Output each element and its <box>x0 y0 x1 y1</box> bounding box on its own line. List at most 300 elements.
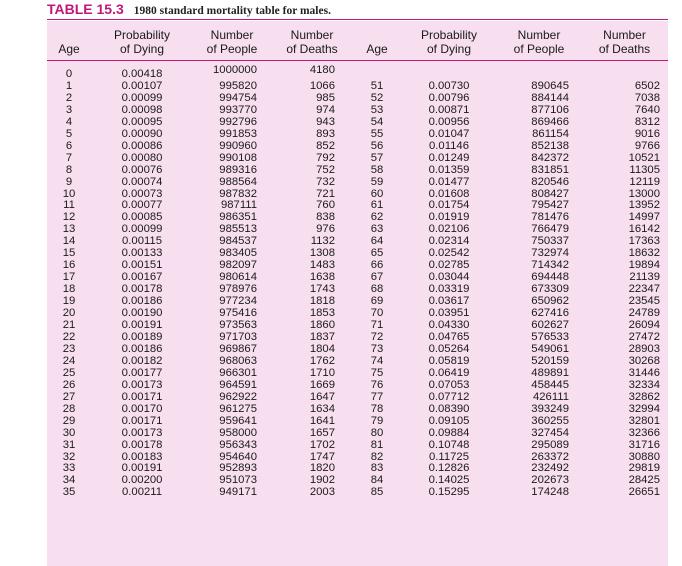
deaths-cell: 32366 <box>628 426 660 439</box>
people-cell: 987111 <box>220 199 257 212</box>
age-cell: 53 <box>370 103 384 116</box>
people-cell: 714342 <box>531 259 569 272</box>
probability-cell: 0.00190 <box>121 307 163 320</box>
deaths-cell: 6502 <box>634 79 660 92</box>
people-cell: 869466 <box>531 115 569 128</box>
table-caption <box>47 1 331 19</box>
age-cell: 0 <box>65 68 73 80</box>
age-cell: 14 <box>62 235 76 248</box>
age-cell: 66 <box>370 259 384 272</box>
age-cell: 25 <box>62 366 76 379</box>
people-cell: 992796 <box>219 115 257 128</box>
people-cell: 978976 <box>219 283 257 296</box>
people-cell: 842372 <box>531 151 569 164</box>
age-cell: 11 <box>63 199 75 212</box>
deaths-cell: 12119 <box>629 175 660 188</box>
deaths-cell: 760 <box>316 199 335 212</box>
age-cell: 58 <box>370 163 384 176</box>
deaths-cell: 9016 <box>634 127 660 140</box>
people-cell: 781476 <box>531 211 569 224</box>
probability-cell: 0.01249 <box>428 151 470 164</box>
table-row <box>47 428 668 440</box>
age-cell: 59 <box>370 175 384 188</box>
people-cell: 694448 <box>531 271 569 284</box>
probability-cell: 0.00182 <box>121 354 163 367</box>
age-cell: 4 <box>65 115 73 128</box>
people-cell: 964591 <box>219 378 257 391</box>
age-cell: 24 <box>62 354 76 367</box>
age-cell: 72 <box>370 330 384 343</box>
people-cell: 820546 <box>531 175 569 188</box>
table-number: TABLE 15.3 <box>47 1 124 17</box>
people-cell: 988564 <box>219 175 257 188</box>
deaths-cell: 1837 <box>309 330 335 343</box>
people-cell: 831851 <box>531 163 569 176</box>
probability-cell: 0.00211 <box>122 486 162 499</box>
age-cell: 54 <box>370 115 384 128</box>
probability-cell: 0.00076 <box>121 163 163 176</box>
probability-cell: 0.00098 <box>121 103 163 116</box>
deaths-cell: 10521 <box>628 151 660 164</box>
age-cell: 75 <box>370 366 384 379</box>
age-cell: 57 <box>370 151 384 164</box>
age-cell: 26 <box>62 378 76 391</box>
deaths-cell: 11305 <box>629 163 660 176</box>
probability-cell: 0.03951 <box>428 307 470 320</box>
deaths-cell: 1702 <box>309 438 335 451</box>
people-cell: 990108 <box>219 151 257 164</box>
people-cell: 980614 <box>219 271 257 284</box>
people-cell: 861154 <box>532 127 569 140</box>
probability-cell: 0.00871 <box>428 103 470 116</box>
people-cell: 971703 <box>219 330 257 343</box>
deaths-cell: 1818 <box>309 295 335 308</box>
people-cell: 489891 <box>531 366 569 379</box>
people-cell: 982097 <box>219 259 257 272</box>
deaths-cell: 14997 <box>628 211 660 224</box>
probability-cell: 0.04765 <box>428 330 470 343</box>
deaths-cell: 1804 <box>309 342 335 355</box>
age-cell: 27 <box>62 390 76 403</box>
header-people-right: Number of People <box>513 28 565 56</box>
age-cell: 23 <box>62 342 76 355</box>
deaths-cell: 21139 <box>629 271 660 284</box>
probability-cell: 0.01359 <box>428 163 470 176</box>
age-cell: 9 <box>65 175 73 188</box>
people-cell: 991853 <box>219 127 257 140</box>
deaths-cell: 1641 <box>309 414 335 427</box>
probability-cell: 0.00730 <box>428 79 470 92</box>
header-deaths-right: Number of Deaths <box>598 28 651 56</box>
people-cell: 602627 <box>531 319 569 332</box>
header-row <box>47 21 668 61</box>
age-cell: 85 <box>370 486 384 499</box>
people-cell: 952893 <box>219 462 257 475</box>
people-cell: 232492 <box>531 462 569 475</box>
deaths-cell: 1066 <box>309 79 335 92</box>
people-cell: 968063 <box>219 354 257 367</box>
age-cell: 32 <box>62 450 76 463</box>
probability-cell: 0.00191 <box>121 462 163 475</box>
deaths-cell: 32862 <box>628 390 660 403</box>
age-cell: 12 <box>62 211 76 224</box>
probability-cell: 0.00171 <box>121 390 163 403</box>
people-cell: 966301 <box>219 366 257 379</box>
people-cell <box>497 61 581 81</box>
people-cell: 627416 <box>531 307 569 320</box>
deaths-cell: 4180 <box>309 64 335 76</box>
header-age-right: Age <box>366 42 388 56</box>
probability-cell: 0.09105 <box>428 414 470 427</box>
deaths-cell: 31446 <box>628 366 660 379</box>
header-people-left: Number of People <box>206 28 258 56</box>
age-cell: 77 <box>370 390 384 403</box>
probability-cell: 0.12826 <box>428 462 470 475</box>
probability-cell: 0.00080 <box>121 151 163 164</box>
probability-cell: 0.00183 <box>121 450 163 463</box>
deaths-cell: 852 <box>316 139 335 152</box>
probability-cell: 0.04330 <box>428 319 470 332</box>
deaths-cell: 9766 <box>634 139 660 152</box>
probability-cell: 0.03319 <box>428 283 470 296</box>
people-cell: 295089 <box>531 438 569 451</box>
age-cell: 1 <box>65 79 73 92</box>
table-row <box>47 416 668 428</box>
table-row <box>47 404 668 416</box>
age-cell: 19 <box>62 295 76 308</box>
probability-cell: 0.02106 <box>428 223 470 236</box>
people-cell: 795427 <box>531 199 569 212</box>
people-cell: 990960 <box>219 139 257 152</box>
deaths-cell: 29819 <box>628 462 660 475</box>
age-cell: 31 <box>62 438 76 451</box>
deaths-cell: 974 <box>316 103 335 116</box>
deaths-cell: 8312 <box>634 115 660 128</box>
probability-cell: 0.01477 <box>428 175 470 188</box>
age-cell: 8 <box>65 163 73 176</box>
probability-cell: 0.03044 <box>428 271 470 284</box>
header-probability-right: Probability of Dying <box>420 28 478 56</box>
age-cell: 35 <box>62 486 76 499</box>
age-cell: 68 <box>370 283 384 296</box>
probability-cell: 0.00200 <box>121 474 163 487</box>
probability-cell: 0.00090 <box>121 127 163 140</box>
people-cell: 673309 <box>531 283 569 296</box>
people-cell: 458445 <box>531 378 569 391</box>
probability-cell: 0.07712 <box>428 390 470 403</box>
deaths-cell: 23545 <box>628 295 660 308</box>
deaths-cell: 1747 <box>309 450 335 463</box>
table-row <box>47 129 668 141</box>
deaths-cell: 752 <box>316 163 335 176</box>
deaths-cell: 7038 <box>634 91 660 104</box>
age-cell: 83 <box>370 462 384 475</box>
table-row <box>47 368 668 380</box>
probability-cell: 0.14025 <box>428 474 470 487</box>
age-cell: 84 <box>370 474 384 487</box>
probability-cell <box>401 61 497 81</box>
probability-cell: 0.01919 <box>428 211 470 224</box>
age-cell: 67 <box>370 271 384 284</box>
people-cell: 174248 <box>531 486 569 499</box>
probability-cell: 0.00085 <box>121 211 163 224</box>
people-cell: 750337 <box>531 235 569 248</box>
people-cell: 989316 <box>219 163 257 176</box>
caption-rule <box>47 19 668 20</box>
age-cell: 6 <box>65 139 73 152</box>
people-cell: 973563 <box>219 319 257 332</box>
table-row <box>47 61 668 81</box>
deaths-cell: 1669 <box>309 378 335 391</box>
age-cell: 10 <box>62 187 76 200</box>
people-cell: 995820 <box>219 79 257 92</box>
age-cell: 52 <box>370 91 384 104</box>
age-cell: 7 <box>65 151 73 164</box>
deaths-cell: 893 <box>316 127 335 140</box>
deaths-cell: 838 <box>316 211 335 224</box>
deaths-cell: 1820 <box>309 462 335 475</box>
deaths-cell: 1308 <box>309 247 335 260</box>
deaths-cell: 1634 <box>309 402 335 415</box>
deaths-cell: 1860 <box>309 319 335 332</box>
probability-cell: 0.07053 <box>428 378 470 391</box>
probability-cell: 0.00107 <box>121 79 163 92</box>
probability-cell: 0.00167 <box>121 271 163 284</box>
deaths-cell: 18632 <box>628 247 660 260</box>
probability-cell: 0.00099 <box>121 91 163 104</box>
people-cell: 426111 <box>532 390 569 403</box>
age-cell: 17 <box>62 271 76 284</box>
deaths-cell: 1657 <box>309 426 335 439</box>
age-cell: 80 <box>370 426 384 439</box>
deaths-cell: 1902 <box>309 474 335 487</box>
probability-cell: 0.00099 <box>121 223 163 236</box>
probability-cell: 0.01754 <box>428 199 470 212</box>
probability-cell: 0.00086 <box>121 139 163 152</box>
deaths-cell: 943 <box>316 115 335 128</box>
probability-cell: 0.00178 <box>121 438 163 451</box>
age-cell: 16 <box>62 259 76 272</box>
people-cell: 890645 <box>531 79 569 92</box>
people-cell: 983405 <box>219 247 257 260</box>
deaths-cell: 721 <box>316 187 335 200</box>
age-cell: 22 <box>62 330 76 343</box>
probability-cell: 0.00151 <box>121 259 163 272</box>
probability-cell: 0.00796 <box>428 91 470 104</box>
probability-cell: 0.10748 <box>428 438 470 451</box>
deaths-cell <box>581 61 668 81</box>
probability-cell: 0.03617 <box>428 295 470 308</box>
probability-cell: 0.00171 <box>121 414 163 427</box>
deaths-cell: 13000 <box>628 187 660 200</box>
people-cell: 984537 <box>219 235 257 248</box>
age-cell: 13 <box>62 223 76 236</box>
deaths-cell: 30880 <box>628 450 660 463</box>
probability-cell: 0.01146 <box>429 139 469 152</box>
deaths-cell: 1638 <box>309 271 335 284</box>
probability-cell: 0.08390 <box>428 402 470 415</box>
probability-cell: 0.00186 <box>121 342 163 355</box>
probability-cell: 0.00077 <box>121 199 163 212</box>
deaths-cell: 13952 <box>628 199 660 212</box>
age-cell: 81 <box>370 438 384 451</box>
deaths-cell: 24789 <box>628 307 660 320</box>
people-cell: 949171 <box>219 486 257 499</box>
table-row <box>47 117 668 129</box>
people-cell: 766479 <box>531 223 569 236</box>
people-cell: 877106 <box>531 103 569 116</box>
deaths-cell: 976 <box>316 223 335 236</box>
age-cell: 33 <box>62 462 76 475</box>
probability-cell: 0.00186 <box>121 295 163 308</box>
deaths-cell: 22347 <box>628 283 660 296</box>
table-row <box>47 487 668 499</box>
people-cell: 977234 <box>219 295 257 308</box>
table-row <box>47 153 668 165</box>
people-cell: 808427 <box>531 187 569 200</box>
deaths-cell: 1132 <box>310 235 335 248</box>
people-cell: 576533 <box>531 330 569 343</box>
age-cell: 5 <box>65 127 73 140</box>
probability-cell: 0.09884 <box>428 426 470 439</box>
probability-cell: 0.02785 <box>428 259 470 272</box>
table-row <box>47 177 668 189</box>
deaths-cell: 1762 <box>309 354 335 367</box>
probability-cell: 0.00095 <box>121 115 163 128</box>
age-cell: 20 <box>62 307 76 320</box>
deaths-cell: 1853 <box>309 307 335 320</box>
age-cell: 2 <box>65 91 73 104</box>
age-cell: 79 <box>370 414 384 427</box>
people-cell: 994754 <box>219 91 257 104</box>
age-cell <box>353 61 401 81</box>
people-cell: 969867 <box>219 342 257 355</box>
people-cell: 393249 <box>531 402 569 415</box>
age-cell: 76 <box>370 378 384 391</box>
probability-cell: 0.00115 <box>122 235 162 248</box>
people-cell: 520159 <box>531 354 569 367</box>
probability-cell: 0.00173 <box>121 378 163 391</box>
probability-cell: 0.00191 <box>121 319 163 332</box>
age-cell: 64 <box>370 235 384 248</box>
probability-cell: 0.15295 <box>428 486 470 499</box>
people-cell: 732974 <box>531 247 569 260</box>
people-cell: 961275 <box>219 402 257 415</box>
deaths-cell: 26651 <box>628 486 660 499</box>
deaths-cell: 17363 <box>628 235 660 248</box>
people-cell: 327454 <box>531 426 569 439</box>
age-cell: 61 <box>370 199 384 212</box>
deaths-cell: 32801 <box>628 414 660 427</box>
people-cell: 956343 <box>219 438 257 451</box>
age-cell: 29 <box>62 414 76 427</box>
age-cell: 63 <box>370 223 384 236</box>
mortality-table <box>47 21 668 499</box>
deaths-cell: 30268 <box>628 354 660 367</box>
probability-cell: 0.02542 <box>428 247 470 260</box>
age-cell: 60 <box>370 187 384 200</box>
probability-cell: 0.01608 <box>428 187 470 200</box>
header-deaths-left: Number of Deaths <box>286 28 338 56</box>
age-cell: 65 <box>370 247 384 260</box>
people-cell: 986351 <box>219 211 257 224</box>
probability-cell: 0.00418 <box>121 68 163 80</box>
probability-cell: 0.05819 <box>428 354 470 367</box>
people-cell: 993770 <box>219 103 257 116</box>
age-cell: 15 <box>62 247 76 260</box>
deaths-cell: 31716 <box>628 438 660 451</box>
deaths-cell: 32334 <box>628 378 660 391</box>
probability-cell: 0.00074 <box>121 175 163 188</box>
people-cell: 975416 <box>219 307 257 320</box>
probability-cell: 0.00173 <box>121 426 163 439</box>
deaths-cell: 28903 <box>628 342 660 355</box>
deaths-cell: 985 <box>316 91 335 104</box>
people-cell: 962922 <box>219 390 257 403</box>
age-cell: 73 <box>370 342 384 355</box>
table-row <box>47 440 668 452</box>
age-cell: 71 <box>370 319 384 332</box>
probability-cell: 0.00189 <box>121 330 163 343</box>
age-cell: 3 <box>65 103 73 116</box>
age-cell: 82 <box>370 450 384 463</box>
people-cell: 985513 <box>219 223 257 236</box>
probability-cell: 0.00956 <box>428 115 470 128</box>
people-cell: 959641 <box>219 414 257 427</box>
probability-cell: 0.11725 <box>429 450 469 463</box>
deaths-cell: 792 <box>316 151 335 164</box>
people-cell: 987832 <box>219 187 257 200</box>
probability-cell: 0.05264 <box>428 342 470 355</box>
probability-cell: 0.00170 <box>121 402 163 415</box>
age-cell: 34 <box>62 474 76 487</box>
table-title: 1980 standard mortality table for males. <box>133 5 331 17</box>
header-probability-left: Probability of Dying <box>113 28 171 56</box>
age-cell: 51 <box>370 79 384 92</box>
people-cell: 852138 <box>531 139 569 152</box>
people-cell: 958000 <box>219 426 257 439</box>
table-row <box>47 165 668 177</box>
age-cell: 74 <box>370 354 384 367</box>
header-age-left: Age <box>58 42 80 56</box>
people-cell: 1000000 <box>213 64 257 76</box>
age-cell: 70 <box>370 307 384 320</box>
people-cell: 263372 <box>531 450 569 463</box>
age-cell: 78 <box>370 402 384 415</box>
age-cell: 69 <box>370 295 384 308</box>
deaths-cell: 27472 <box>628 330 660 343</box>
people-cell: 202673 <box>531 474 569 487</box>
people-cell: 360255 <box>531 414 569 427</box>
deaths-cell: 32994 <box>628 402 660 415</box>
people-cell: 650962 <box>531 295 569 308</box>
deaths-cell: 1710 <box>309 366 335 379</box>
deaths-cell: 7640 <box>634 103 660 116</box>
people-cell: 954640 <box>219 450 257 463</box>
deaths-cell: 2003 <box>309 486 335 499</box>
age-cell: 21 <box>62 319 76 332</box>
deaths-cell: 19894 <box>628 259 660 272</box>
age-cell: 18 <box>62 283 76 296</box>
probability-cell: 0.01047 <box>428 127 470 140</box>
probability-cell: 0.06419 <box>428 366 470 379</box>
probability-cell: 0.00177 <box>121 366 163 379</box>
deaths-cell: 1743 <box>309 283 335 296</box>
probability-cell: 0.00178 <box>121 283 163 296</box>
people-cell: 549061 <box>531 342 569 355</box>
table-row <box>47 380 668 392</box>
table-row <box>47 392 668 404</box>
